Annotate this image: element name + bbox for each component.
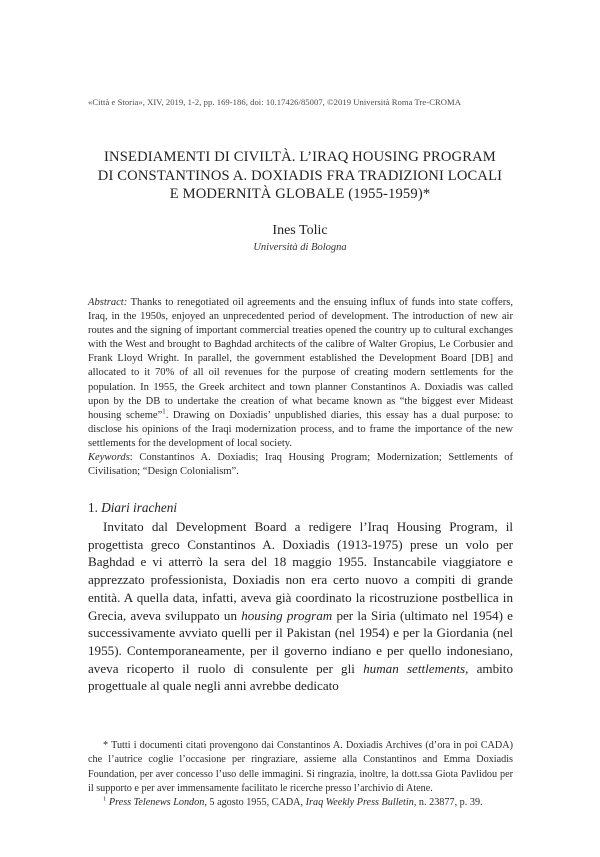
author-name: Ines Tolic [272, 223, 328, 238]
abstract-paragraph [88, 296, 513, 451]
body-paragraph [88, 518, 513, 695]
title-line: INSEDIAMENTI DI CIVILTÀ. L’IRAQ HOUSING PROGRAM [104, 149, 496, 165]
body-italic-term: human settlements [363, 660, 466, 676]
section-title: Diari iracheni [101, 500, 178, 515]
body-text-run: , ambito progettuale al quale negli anni avrebbe dedicato [88, 660, 513, 694]
footnote-1 [88, 796, 513, 810]
author-affiliation: Università di Bologna [253, 242, 347, 253]
footnote-star: * Tutti i documenti citati provengono dai Constantinos A. Doxiadis Archives (d’ora in poi CADA) che l’autrice coglie l’occasione per ringraziare, assieme alla Constantinos and Emma Doxiadis Foundation, per aver concesso l’uso delle immagini. Si ringrazia, inoltre, la dott.ssa Giota Pavlidou per il supporto e per aver immensamente facilitato le ricerche presso l’archivio di Atene. [88, 740, 513, 794]
footnote-source: Press Telenews London [108, 797, 205, 809]
abstract-block [88, 296, 513, 479]
abstract-text: . Drawing on Doxiadis’ unpublished diaries, this essay has a dual purpose: to disclose his opinions of the Iraqi modernization process, and to frame the importance of the new settlements for the development of local society. [88, 409, 513, 449]
body-text-run: per la Siria (ultimato nel 1954) e successivamente avviato quelli per il Pakistan (nel 1954) e per la Giordania (nel 1955). Contemporaneamente, per il governo indiano e per quello indonesiano, aveva ricoperto il ruolo di consulente per gli [88, 607, 513, 676]
footnote-number: 1 [103, 795, 107, 803]
keywords-label: Keywords [88, 452, 130, 464]
keywords-paragraph [88, 451, 513, 479]
footnote-text: , n. 23877, p. 39. [413, 797, 483, 809]
footnote-source: Iraq Weekly Press Bulletin [305, 797, 414, 809]
footnote-marker: 1 [162, 408, 166, 416]
keywords-text: : Constantinos A. Doxiadis; Iraq Housing Program; Modernization; Settlements of Civilisation; “Design Colonialism”. [88, 452, 513, 478]
section-number: 1. [88, 500, 102, 515]
section-heading [88, 500, 177, 516]
title-line: DI CONSTANTINOS A. DOXIADIS FRA TRADIZIONI LOCALI [97, 167, 503, 184]
body-text [88, 518, 513, 695]
footnotes [88, 739, 513, 810]
running-header [88, 97, 518, 107]
title-line: E MODERNITÀ GLOBALE (1955-1959)* [169, 186, 431, 202]
footnote-text: , 5 agosto 1955, CADA, [204, 797, 306, 809]
body-text-run: Invitato dal Development Board a redigere l’Iraq Housing Program, il progettista greco Constantinos A. Doxiadis (1913-1975) prese un volo per Baghdad e vi atterrò la sera del 18 maggio 1955. Instancabile viaggiatore e apprezzato professionista, Doxiadis non era certo nuovo a compiti di grande entità. A quella data, infatti, aveva già coordinato la ricostruzione postbellica in Grecia, aveva sviluppato un [88, 519, 513, 623]
abstract-label: Abstract: [88, 297, 128, 308]
body-italic-term: housing program [241, 607, 333, 623]
abstract-text: Thanks to renegotiated oil agreements and the ensuing influx of funds into state coffers, Iraq, in the 1950s, enjoyed an unprecedented period of development. The introduction of new air routes and the signing of important commercial treaties opened the country up to cultural exchanges with the West and brought to Baghdad architects of the calibre of Walter Gropius, Le Corbusier and Frank Lloyd Wright. In parallel, the government established the Development Board [DB] and allocated to it 70% of all oil revenues for the purpose of creating modern settlements for the population. In 1955, the Greek architect and town planner Constantinos A. Doxiadis was called upon by the DB to undertake the creation of what became known as “the biggest ever Mideast housing scheme” [88, 297, 513, 421]
journal-citation: «Città e Storia», XIV, 2019, 1-2, pp. 169-186, doi: 10.17426/85007, ©2019 Università Roma Tre-CROMA [88, 97, 461, 107]
article-title [75, 148, 525, 204]
